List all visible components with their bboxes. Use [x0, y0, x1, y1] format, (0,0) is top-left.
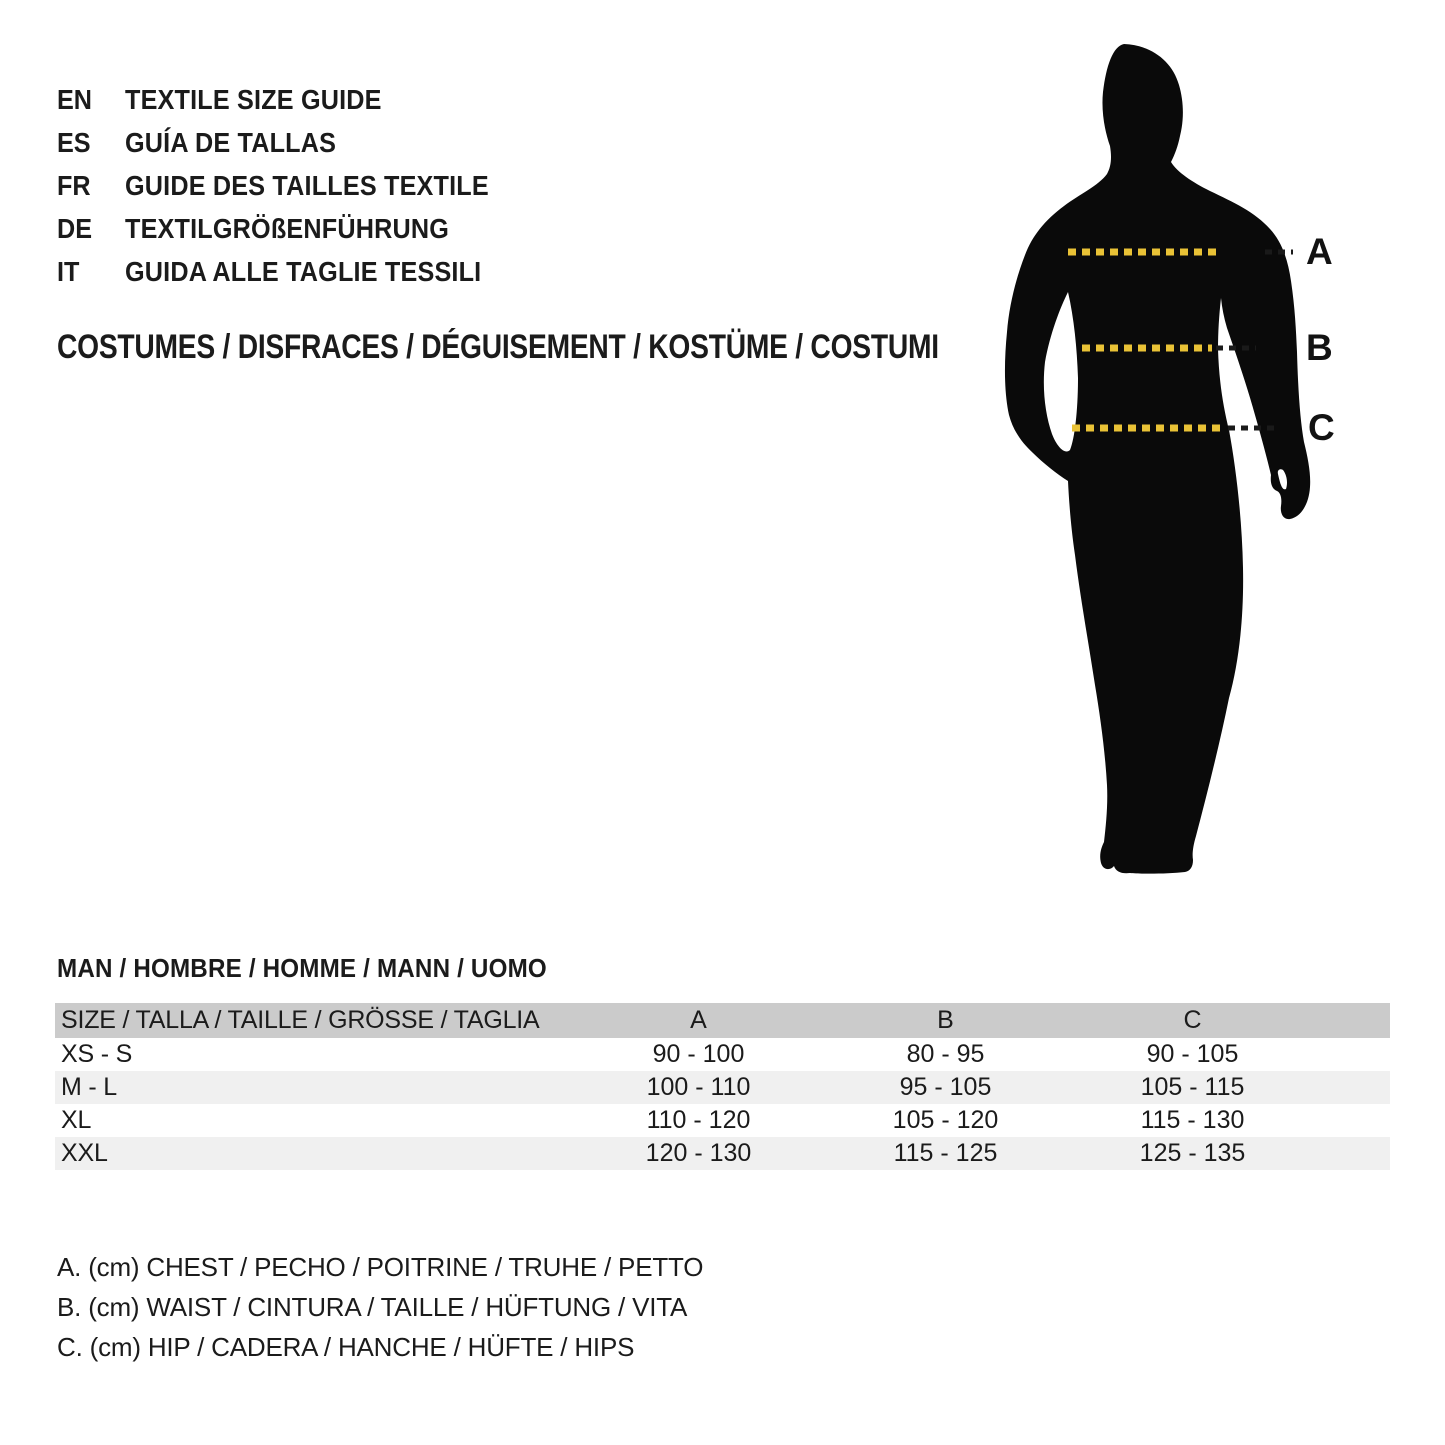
- size-cell: M - L: [61, 1073, 117, 1101]
- category-heading: COSTUMES / DISFRACES / DÉGUISEMENT / KOSTÜME / COSTUMI: [57, 328, 939, 366]
- language-row-fr: [57, 164, 529, 207]
- waist-cell: 95 - 105: [899, 1073, 992, 1101]
- table-row-xs-s: [55, 1038, 1390, 1071]
- column-header-c: C: [1183, 1006, 1202, 1034]
- legend-chest: A. (cm) CHEST / PECHO / POITRINE / TRUHE / PETTO: [57, 1251, 704, 1282]
- waist-cell: 80 - 95: [906, 1040, 985, 1068]
- language-code: EN: [57, 83, 93, 115]
- language-row-it: [57, 250, 529, 293]
- hip-cell: 105 - 115: [1140, 1073, 1245, 1101]
- language-title-list: [57, 78, 529, 293]
- language-code: FR: [57, 169, 91, 201]
- legend-hip: C. (cm) HIP / CADERA / HANCHE / HÜFTE / HIPS: [57, 1331, 635, 1362]
- waist-cell: 105 - 120: [892, 1106, 999, 1134]
- size-table: [55, 1003, 1390, 1170]
- table-row-xxl: [55, 1137, 1390, 1170]
- language-title: TEXTILGRÖßENFÜHRUNG: [125, 212, 450, 244]
- hip-cell: 90 - 105: [1146, 1040, 1239, 1068]
- waist-cell: 115 - 125: [893, 1139, 998, 1167]
- size-cell: XL: [61, 1106, 92, 1134]
- column-header-a: A: [690, 1006, 707, 1034]
- size-column-header: SIZE / TALLA / TAILLE / GRÖSSE / TAGLIA: [61, 1006, 540, 1034]
- legend-waist: B. (cm) WAIST / CINTURA / TAILLE / HÜFTUNG / VITA: [57, 1291, 688, 1322]
- man-section-title: MAN / HOMBRE / HOMME / MANN / UOMO: [57, 953, 547, 983]
- size-cell: XXL: [61, 1139, 108, 1167]
- column-header-b: B: [937, 1006, 954, 1034]
- size-cell: XS - S: [61, 1040, 133, 1068]
- measure-label-a: A: [1306, 231, 1333, 272]
- language-title: GUÍA DE TALLAS: [125, 126, 337, 158]
- chest-cell: 90 - 100: [652, 1040, 745, 1068]
- language-row-es: [57, 121, 529, 164]
- hip-cell: 125 - 135: [1139, 1139, 1246, 1167]
- chest-cell: 120 - 130: [645, 1139, 752, 1167]
- size-table-header-row: [55, 1003, 1390, 1038]
- language-title: TEXTILE SIZE GUIDE: [125, 83, 382, 115]
- chest-cell: 100 - 110: [646, 1073, 751, 1101]
- table-row-xl: [55, 1104, 1390, 1137]
- language-title: GUIDE DES TAILLES TEXTILE: [125, 169, 489, 201]
- man-silhouette-shape: [1005, 44, 1310, 874]
- measure-label-b: B: [1306, 327, 1333, 368]
- table-row-m-l: [55, 1071, 1390, 1104]
- measurement-legend: [57, 1247, 703, 1367]
- hip-cell: 115 - 130: [1140, 1106, 1245, 1134]
- language-code: ES: [57, 126, 91, 158]
- language-code: DE: [57, 212, 93, 244]
- language-code: IT: [57, 255, 80, 287]
- language-row-de: [57, 207, 529, 250]
- language-title: GUIDA ALLE TAGLIE TESSILI: [125, 255, 482, 287]
- chest-cell: 110 - 120: [646, 1106, 751, 1134]
- measure-label-c: C: [1308, 407, 1335, 448]
- man-silhouette-figure: [990, 40, 1445, 920]
- language-row-en: [57, 78, 529, 121]
